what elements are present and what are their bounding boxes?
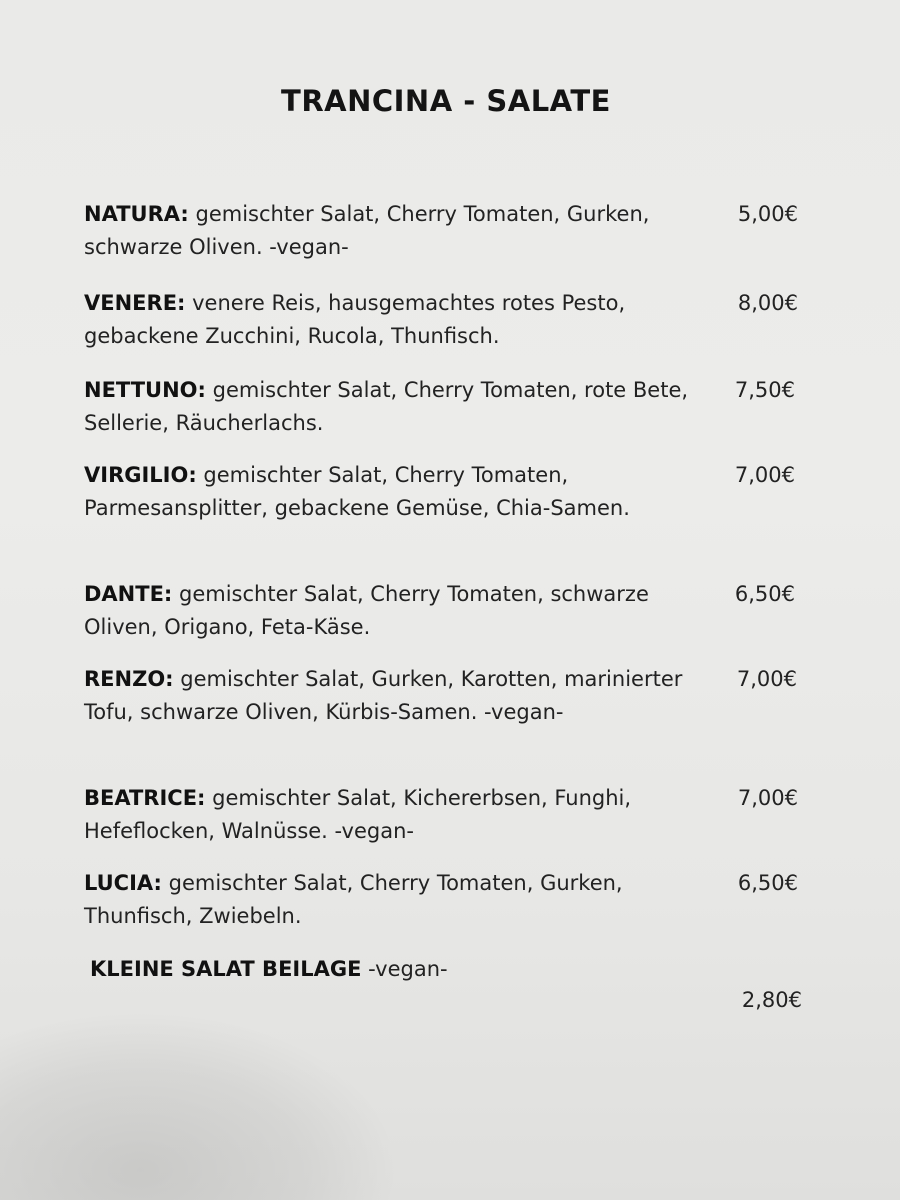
item-description: venere Reis, hausgemachtes rotes Pesto, gebackene Zucchini, Rucola, Thunfisch. [84,291,626,348]
menu-item-venere [84,287,724,353]
menu-item-dante [84,578,724,644]
item-description: gemischter Salat, Cherry Tomaten, schwarze Oliven, Origano, Feta-Käse. [84,582,649,639]
item-description: -vegan- [368,957,448,981]
item-description: gemischter Salat, Cherry Tomaten, rote Bete, Sellerie, Räucherlachs. [84,378,689,435]
item-price: 6,50€ [737,871,798,895]
item-name: LUCIA: [84,871,162,895]
item-price: 5,00€ [737,202,798,226]
item-price: 6,50€ [734,582,795,606]
item-description: gemischter Salat, Cherry Tomaten, Parmesansplitter, gebackene Gemüse, Chia-Samen. [84,463,630,520]
item-name: NATURA: [84,202,189,226]
item-description: gemischter Salat, Gurken, Karotten, marinierter Tofu, schwarze Oliven, Kürbis-Samen. -vegan- [84,667,683,724]
menu-title: TRANCINA - SALATE [281,84,611,118]
item-price: 7,00€ [734,463,795,487]
item-name: VIRGILIO: [84,463,197,487]
menu-item-virgilio [84,459,724,525]
item-price: 7,00€ [736,667,797,691]
menu-item-kleine-salat-beilage [90,953,730,986]
item-name: NETTUNO: [84,378,206,402]
menu-item-natura [84,198,724,264]
item-price: 8,00€ [737,291,798,315]
item-name: DANTE: [84,582,173,606]
item-description: gemischter Salat, Cherry Tomaten, Gurken, Thunfisch, Zwiebeln. [84,871,623,928]
menu-item-renzo [84,663,724,729]
item-description: gemischter Salat, Cherry Tomaten, Gurken, schwarze Oliven. -vegan- [84,202,650,259]
item-price: 2,80€ [741,988,802,1012]
menu-item-lucia [84,867,724,933]
shadow-overlay [0,1010,400,1200]
item-name: KLEINE SALAT BEILAGE [90,957,362,981]
item-name: RENZO: [84,667,174,691]
menu-item-beatrice [84,782,724,848]
item-price: 7,50€ [734,378,795,402]
menu-item-nettuno [84,374,724,440]
item-description: gemischter Salat, Kichererbsen, Funghi, Hefeflocken, Walnüsse. -vegan- [84,786,632,843]
item-name: BEATRICE: [84,786,206,810]
item-price: 7,00€ [737,786,798,810]
item-name: VENERE: [84,291,186,315]
